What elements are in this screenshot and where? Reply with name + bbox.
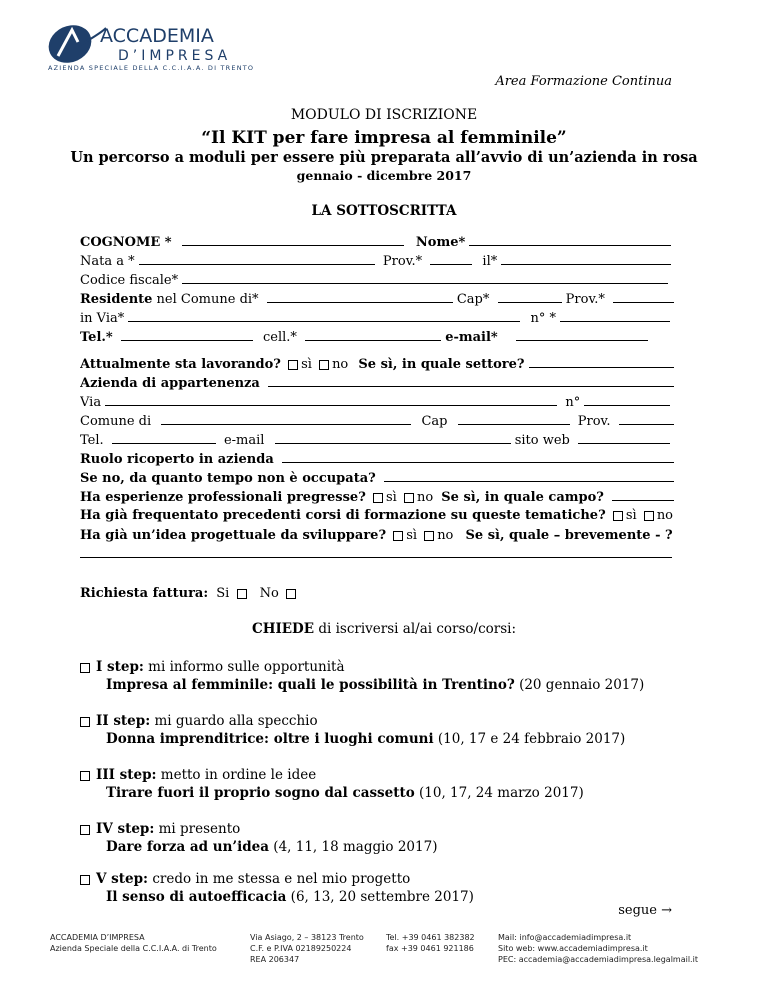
checkbox-lavorando-si[interactable] (288, 360, 298, 370)
label-no-4: no (437, 528, 454, 543)
course-item (80, 766, 700, 802)
field-codice[interactable] (182, 270, 668, 284)
label-codice: Codice fiscale* (80, 273, 179, 288)
course-title: “Il KIT per fare impresa al femminile” (201, 128, 567, 148)
logo-subtitle: AZIENDA SPECIALE DELLA C.C.I.A.A. DI TRENTO (48, 64, 255, 72)
label-corsi: Ha già frequentato precedenti corsi di formazione su queste tematiche? (80, 508, 606, 523)
course-desc: mi presento (154, 821, 241, 837)
logo-name: ACCADEMIA (100, 25, 214, 47)
label-ruolo: Ruolo ricoperto in azienda (80, 452, 274, 467)
field-cognome[interactable] (182, 232, 404, 246)
course-checkbox[interactable] (80, 663, 90, 673)
footer-line: C.F. e P.IVA 02189250224 (250, 944, 352, 953)
course-item (80, 870, 700, 906)
label-prov2: Prov.* (565, 292, 605, 307)
course-checkbox[interactable] (80, 771, 90, 781)
footer-address (250, 932, 364, 965)
label-fattura-si: Si (216, 586, 230, 601)
footer-line: Mail: info@accademiadimpresa.it (498, 933, 632, 942)
course-title: Dare forza ad un’idea (106, 839, 270, 855)
field-occupata[interactable] (384, 468, 674, 482)
label-occupata: Se no, da quanto tempo non è occupata? (80, 471, 376, 486)
checkbox-fattura-no[interactable] (286, 589, 296, 599)
label-prov3: Prov. (577, 414, 611, 429)
label-no-3: no (656, 508, 674, 523)
course-dates: gennaio - dicembre 2017 (296, 168, 472, 183)
label-fattura-no: No (259, 586, 279, 601)
field-prov[interactable] (430, 251, 472, 265)
checkbox-corsi-si[interactable] (613, 511, 623, 521)
course-title: Impresa al femminile: quali le possibilità in Trentino? (106, 677, 515, 693)
field-campo[interactable] (612, 487, 674, 501)
course-date: (10, 17, 24 marzo 2017) (414, 785, 584, 801)
course-step: IV step: (96, 821, 155, 837)
label-no: no (332, 357, 349, 372)
label-cell: cell.* (263, 330, 297, 345)
label-si-2: sì (385, 490, 397, 505)
footer-contacts (498, 932, 698, 965)
course-date: (6, 13, 20 settembre 2017) (286, 889, 474, 905)
checkbox-esperienze-no[interactable] (404, 493, 414, 503)
label-azienda: Azienda di appartenenza (80, 376, 260, 391)
footer-line: Via Asiago, 2 – 38123 Trento (250, 933, 364, 942)
label-tel: Tel.* (80, 330, 113, 345)
label-comune: nel Comune di* (152, 292, 259, 307)
footer-line: ACCADEMIA D’IMPRESA (50, 933, 145, 942)
label-fattura: Richiesta fattura: (80, 586, 209, 601)
chiede-text: di iscriversi al/ai corso/corsi: (314, 621, 517, 637)
field-comune[interactable] (267, 289, 453, 303)
course-desc: mi guardo alla specchio (150, 713, 318, 729)
field-via[interactable] (128, 308, 520, 322)
label-cognome: COGNOME * (80, 235, 172, 250)
course-date: (20 gennaio 2017) (514, 677, 645, 693)
field-numero[interactable] (560, 308, 670, 322)
label-tel2: Tel. (80, 433, 104, 448)
footer-line: Sito web: www.accademiadimpresa.it (498, 944, 648, 953)
field-cap[interactable] (498, 289, 562, 303)
label-esperienze: Ha esperienze professionali pregresse? (80, 490, 366, 505)
course-checkbox[interactable] (80, 825, 90, 835)
footer-line: Azienda Speciale della C.C.I.A.A. di Trento (50, 944, 217, 953)
label-comune2: Comune di (80, 414, 152, 429)
label-nata: Nata a * (80, 254, 135, 269)
footer-line: REA 206347 (250, 955, 300, 964)
course-step: I step: (96, 659, 144, 675)
chiede-line (0, 621, 768, 637)
field-email2[interactable] (275, 430, 511, 444)
course-title: Tirare fuori il proprio sogno dal cassetto (106, 785, 415, 801)
logo-name-2: D’IMPRESA (118, 48, 232, 64)
field-sito[interactable] (578, 430, 670, 444)
label-residente: Residente (80, 292, 153, 307)
segue-label: segue → (618, 903, 672, 918)
course-item (80, 820, 700, 856)
label-no-2: no (416, 490, 434, 505)
label-idea: Ha già un’idea progettuale da sviluppare? (80, 528, 387, 543)
course-checkbox[interactable] (80, 875, 90, 885)
field-nome[interactable] (469, 232, 671, 246)
label-prov: Prov.* (382, 254, 423, 269)
field-tel2[interactable] (112, 430, 216, 444)
course-step: III step: (96, 767, 157, 783)
field-cap2[interactable] (458, 411, 570, 425)
field-prov3[interactable] (619, 411, 674, 425)
course-desc: mi informo sulle opportunità (143, 659, 345, 675)
label-si: sì (301, 357, 312, 372)
checkbox-idea-si[interactable] (393, 531, 403, 541)
course-item (80, 712, 700, 748)
label-il: il* (482, 254, 498, 269)
section-title: LA SOTTOSCRITTA (311, 203, 457, 219)
label-si-3: sì (625, 508, 637, 523)
footer-phone (386, 932, 475, 954)
course-date: (4, 11, 18 maggio 2017) (269, 839, 438, 855)
footer-line: PEC: accademia@accademiadimpresa.legalmail.it (498, 955, 698, 964)
label-settore: Se sì, in quale settore? (358, 357, 525, 372)
course-title: Donna imprenditrice: oltre i luoghi comuni (106, 731, 434, 747)
invoice-row (80, 584, 674, 603)
area-label: Area Formazione Continua (495, 74, 672, 89)
field-ruolo[interactable] (282, 449, 674, 463)
course-subtitle: Un percorso a moduli per essere più preparata all’avvio di un’azienda in rosa (70, 149, 698, 166)
registration-form (80, 232, 674, 346)
label-campo: Se sì, in quale campo? (441, 490, 604, 505)
label-email: e-mail* (445, 330, 498, 345)
label-cap: Cap* (456, 292, 490, 307)
course-step: V step: (96, 871, 149, 887)
label-lavorando: Attualmente sta lavorando? (80, 357, 281, 372)
course-desc: metto in ordine le idee (156, 767, 317, 783)
label-numero: n° * (530, 311, 557, 326)
label-cap2: Cap (421, 414, 448, 429)
label-si-4: sì (406, 528, 418, 543)
field-cell[interactable] (305, 327, 441, 341)
checkbox-corsi-no[interactable] (644, 511, 654, 521)
field-quale-2[interactable] (80, 544, 672, 558)
module-title: MODULO DI ISCRIZIONE (290, 107, 478, 123)
field-via2[interactable] (105, 392, 557, 406)
field-nata[interactable] (139, 251, 375, 265)
footer-line: fax +39 0461 921186 (386, 944, 474, 953)
label-sito: sito web (514, 433, 570, 448)
label-quale: Se sì, quale – brevemente - ? (465, 528, 673, 543)
work-section (80, 354, 674, 563)
course-title: Il senso di autoefficacia (106, 889, 287, 905)
field-settore[interactable] (529, 354, 674, 368)
label-email2: e-mail (223, 433, 265, 448)
field-azienda[interactable] (268, 373, 674, 387)
course-date: (10, 17 e 24 febbraio 2017) (433, 731, 626, 747)
label-numero2: n° (565, 395, 581, 410)
course-step: II step: (96, 713, 151, 729)
course-item (80, 658, 700, 694)
label-nome: Nome* (415, 235, 466, 250)
label-via: in Via* (80, 311, 125, 326)
course-desc: credo in me stessa e nel mio progetto (148, 871, 411, 887)
chiede-label: CHIEDE (251, 621, 315, 637)
field-tel[interactable] (121, 327, 253, 341)
field-email[interactable] (516, 327, 648, 341)
field-numero2[interactable] (584, 392, 670, 406)
footer-line: Tel. +39 0461 382382 (386, 933, 475, 942)
field-il[interactable] (501, 251, 671, 265)
course-checkbox[interactable] (80, 717, 90, 727)
checkbox-idea-no[interactable] (424, 531, 434, 541)
checkbox-fattura-si[interactable] (237, 589, 247, 599)
checkbox-lavorando-no[interactable] (319, 360, 329, 370)
footer-company (50, 932, 217, 954)
label-via2: Via (80, 395, 102, 410)
field-prov2[interactable] (613, 289, 674, 303)
field-comune2[interactable] (161, 411, 411, 425)
checkbox-esperienze-si[interactable] (373, 493, 383, 503)
